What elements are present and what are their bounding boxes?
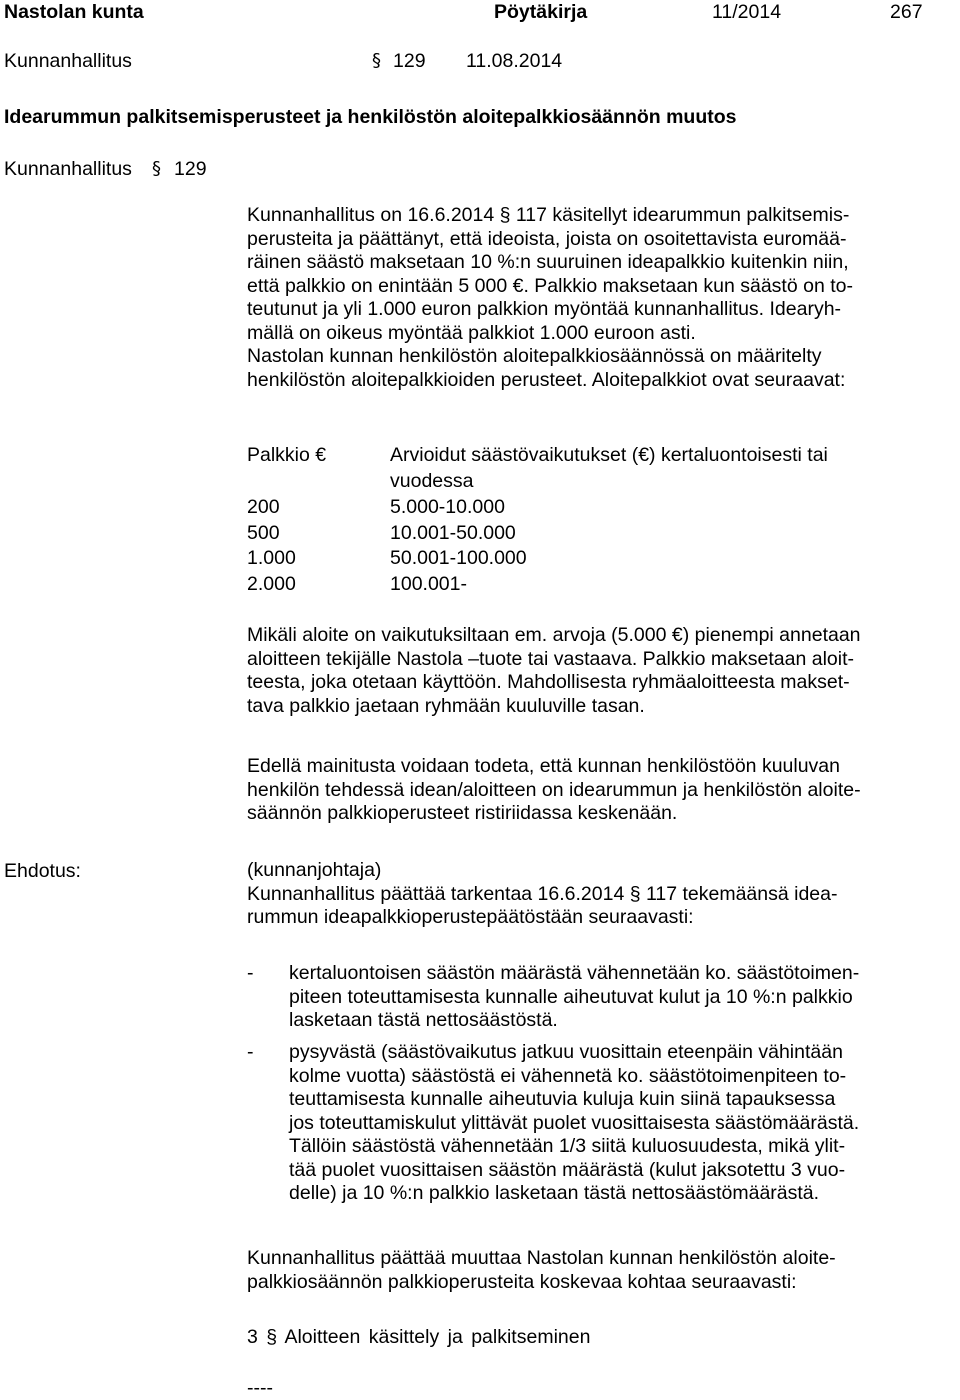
subheader-body: Kunnanhallitus <box>4 158 132 180</box>
organization-name: Nastolan kunta <box>4 1 144 23</box>
text-line: delle) ja 10 %:n palkkio lasketaan tästä nettosäästömäärästä. <box>289 1182 820 1204</box>
section-number: 129 <box>393 50 426 72</box>
text-line: pysyvästä (säästövaikutus jatkuu vuosittain eteenpäin vähintään <box>289 1041 843 1063</box>
document-number: 11/2014 <box>712 1 782 23</box>
text-line: jos toteuttamiskulut ylittävät puolet vuosittaisesta säästömäärästä. <box>289 1111 860 1134</box>
text-line: lasketaan tästä nettosäästöstä. <box>289 1009 558 1031</box>
intro-paragraph <box>247 204 937 392</box>
table-row <box>247 572 467 596</box>
proposal-presenter: (kunnanjohtaja) <box>247 859 382 881</box>
table-row <box>247 546 527 570</box>
text-line: tava palkkio jaetaan ryhmään kuuluville tasan. <box>247 694 645 717</box>
table-cell: 50.001-100.000 <box>390 547 527 569</box>
text-line: henkilöstön aloitepalkkioiden perusteet. Aloitepalkkiot ovat seuraavat: <box>247 368 846 391</box>
text-line: tää puolet vuosittaisen säästön määrästä (kulut jaksotettu 3 vuo- <box>289 1158 846 1181</box>
text-line: että palkkio on enintään 5 000 €. Palkkio maksetaan kun säästö on to- <box>247 274 853 297</box>
text-line: Kunnanhallitus päättää muuttaa Nastolan kunnan henkilöstön aloite- <box>247 1247 836 1269</box>
proposal-intro <box>247 859 937 930</box>
text-line: aloitteen tekijälle Nastola –tuote tai vastaava. Palkkio maksetaan aloit- <box>247 647 855 670</box>
text-line: kolme vuotta) säästöstä ei vähennetä ko. säästötoimenpiteen to- <box>289 1064 847 1087</box>
table-cell: 100.001- <box>390 573 467 595</box>
savings-column-header-cont: vuodessa <box>390 470 474 492</box>
document-type: Pöytäkirja <box>494 1 588 23</box>
text-line: Edellä mainitusta voidaan todeta, että kunnan henkilöstöön kuuluvan <box>247 755 840 777</box>
text-line: mällä on oikeus myöntää palkkiot 1.000 euroon asti. <box>247 321 696 344</box>
table-cell: 1.000 <box>247 547 296 569</box>
savings-column-header: Arvioidut säästövaikutukset (€) kertaluontoisesti tai <box>390 444 828 466</box>
section-heading: 3 § Aloitteen käsittely ja palkitseminen <box>247 1326 591 1348</box>
bullet-dash: - <box>247 1041 254 1063</box>
reward-column-header: Palkkio € <box>247 444 327 466</box>
text-line: teesta, joka otetaan käyttöön. Mahdollisesta ryhmäaloitteesta makset- <box>247 671 850 693</box>
separator: ---- <box>247 1377 273 1399</box>
text-line: teutunut ja yli 1.000 euron palkkion myöntää kunnanhallitus. Idearyh- <box>247 298 842 320</box>
bullet-dash: - <box>247 962 254 984</box>
table-row <box>247 495 505 519</box>
page-number: 267 <box>890 1 923 23</box>
proposal-label: Ehdotus: <box>4 860 81 882</box>
table-cell: 500 <box>247 522 280 544</box>
meeting-date: 11.08.2014 <box>466 50 563 72</box>
text-line: palkkiosäännön palkkioperusteita koskevaa kohtaa seuraavasti: <box>247 1270 797 1293</box>
meeting-body: Kunnanhallitus <box>4 50 132 72</box>
text-line: perusteita ja päättänyt, että ideoista, joista on osoitettavista euromää- <box>247 227 847 250</box>
text-line: teuttamisesta kunnalle aiheutuvia kuluja kuin siinä tapauksessa <box>289 1088 836 1110</box>
page-title: Idearummun palkitsemisperusteet ja henkilöstön aloitepalkkiosäännön muutos <box>4 106 737 128</box>
table-cell: 200 <box>247 496 280 518</box>
table-cell: 2.000 <box>247 573 296 595</box>
text-line: räinen säästö maksetaan 10 %:n suuruinen ideapalkkio kuitenkin niin, <box>247 251 849 273</box>
text-line: henkilön tehdessä idean/aloitteen on idearummun ja henkilöstön aloite- <box>247 778 861 801</box>
table-row <box>247 521 516 545</box>
text-line: kertaluontoisen säästön määrästä vähennetään ko. säästötoimen- <box>289 962 860 984</box>
closing-paragraph <box>247 1247 937 1294</box>
table-cell: 10.001-50.000 <box>390 522 516 544</box>
text-line: rummun ideapalkkioperustepäätöstään seuraavasti: <box>247 906 694 928</box>
section-sign: § <box>372 50 381 71</box>
paragraph-small-ideas <box>247 624 937 718</box>
text-line: Kunnanhallitus päättää tarkentaa 16.6.2014 § 117 tekemäänsä idea- <box>247 882 838 905</box>
reward-table-header <box>247 443 828 467</box>
text-line: Kunnanhallitus on 16.6.2014 § 117 käsitellyt idearummun palkitsemis- <box>247 204 850 226</box>
table-cell: 5.000-10.000 <box>390 496 505 518</box>
paragraph-conflict <box>247 755 937 826</box>
subheader-section-sign: § <box>152 158 161 179</box>
text-line: piteen toteuttamisesta kunnalle aiheutuvat kulut ja 10 %:n palkkio <box>289 985 853 1008</box>
text-line: Tällöin säästöstä vähennetään 1/3 siitä kuluosuudesta, mikä ylit- <box>289 1135 846 1157</box>
text-line: Mikäli aloite on vaikutuksiltaan em. arvoja (5.000 €) pienempi annetaan <box>247 624 861 646</box>
text-line: säännön palkkioperusteet ristiriidassa keskenään. <box>247 802 678 824</box>
text-line: Nastolan kunnan henkilöstön aloitepalkkiosäännössä on määritelty <box>247 345 822 367</box>
subheader-section-number: 129 <box>174 158 207 180</box>
